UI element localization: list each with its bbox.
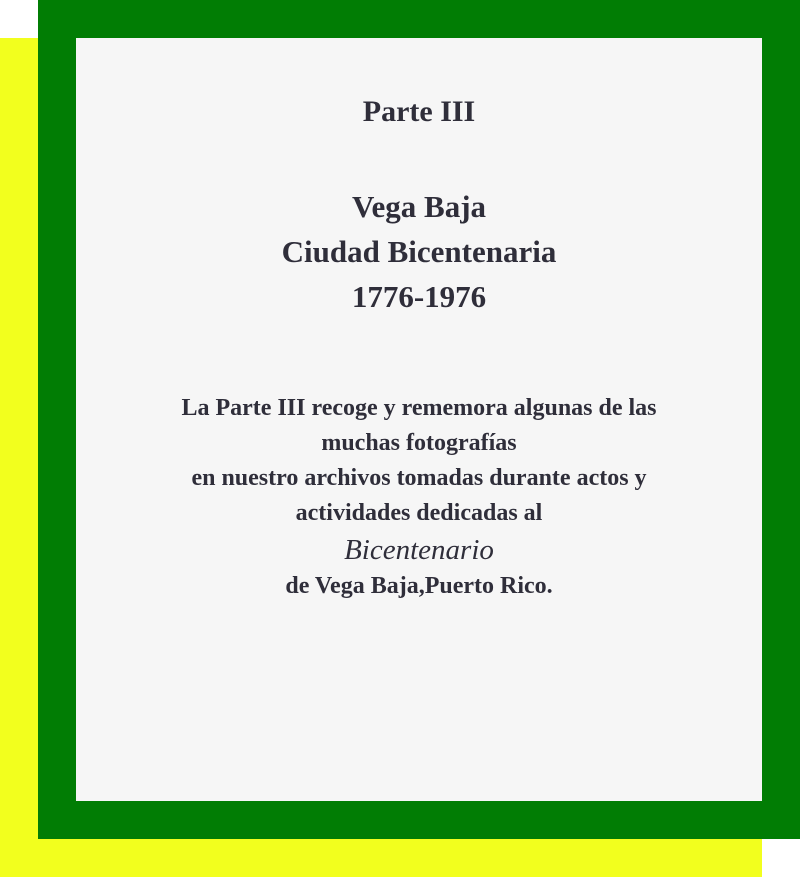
document-page [76, 38, 762, 801]
part-title: Parte III [362, 95, 476, 128]
description-line: actividades dedicadas al [295, 500, 543, 526]
title-line-subtitle: Ciudad Bicentenaria [281, 234, 557, 269]
title-line-city: Vega Baja [351, 189, 487, 224]
description-line: en nuestro archivos tomadas durante actos y [191, 465, 647, 491]
title-line-years: 1776-1976 [351, 279, 487, 314]
description-line: de Vega Baja,Puerto Rico. [285, 573, 553, 599]
title-block [76, 184, 762, 319]
bicentenario-emphasis: Bicentenario [344, 534, 494, 566]
description-line: La Parte III recoge y rememora algunas de las [181, 395, 657, 421]
description-paragraph [76, 391, 762, 604]
description-line: muchas fotografías [321, 430, 517, 456]
